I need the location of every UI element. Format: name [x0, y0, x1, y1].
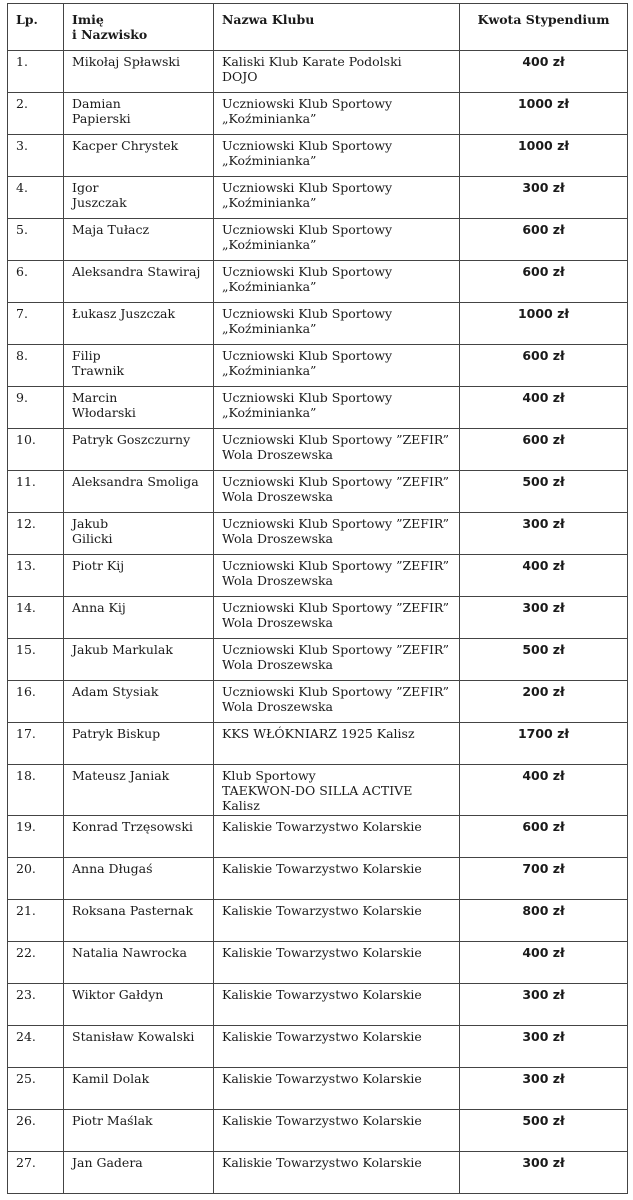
cell-name: Anna Kij	[64, 597, 214, 639]
cell-lp: 22.	[8, 942, 64, 984]
table-row	[8, 942, 628, 984]
header-amount: Kwota Stypendium	[460, 4, 628, 51]
table-row	[8, 429, 628, 471]
header-name: Imię i Nazwisko	[64, 4, 214, 51]
cell-lp: 11.	[8, 471, 64, 513]
cell-name: Igor Juszczak	[64, 177, 214, 219]
cell-club: Uczniowski Klub Sportowy „Koźminianka”	[214, 135, 460, 177]
cell-club: Kaliskie Towarzystwo Kolarskie	[214, 984, 460, 1026]
cell-club: Klub Sportowy TAEKWON-DO SILLA ACTIVE Kalisz	[214, 765, 460, 816]
table-row	[8, 261, 628, 303]
table-row	[8, 900, 628, 942]
table-row	[8, 723, 628, 765]
cell-amount: 300 zł	[460, 984, 628, 1026]
table-row	[8, 555, 628, 597]
cell-amount: 400 zł	[460, 387, 628, 429]
cell-lp: 12.	[8, 513, 64, 555]
cell-amount: 600 zł	[460, 345, 628, 387]
cell-lp: 19.	[8, 816, 64, 858]
cell-club: Uczniowski Klub Sportowy „Koźminianka”	[214, 345, 460, 387]
cell-amount: 600 zł	[460, 429, 628, 471]
cell-lp: 16.	[8, 681, 64, 723]
cell-lp: 25.	[8, 1068, 64, 1110]
cell-club: Kaliskie Towarzystwo Kolarskie	[214, 858, 460, 900]
cell-club: Uczniowski Klub Sportowy ”ZEFIR” Wola Droszewska	[214, 513, 460, 555]
table-row	[8, 471, 628, 513]
cell-amount: 200 zł	[460, 681, 628, 723]
cell-name: Damian Papierski	[64, 93, 214, 135]
table-row	[8, 639, 628, 681]
cell-lp: 24.	[8, 1026, 64, 1068]
cell-name: Aleksandra Smoliga	[64, 471, 214, 513]
header-lp: Lp.	[8, 4, 64, 51]
cell-lp: 13.	[8, 555, 64, 597]
cell-name: Kamil Dolak	[64, 1068, 214, 1110]
cell-lp: 3.	[8, 135, 64, 177]
cell-club: Uczniowski Klub Sportowy „Koźminianka”	[214, 261, 460, 303]
table-row	[8, 1110, 628, 1152]
cell-amount: 1000 zł	[460, 135, 628, 177]
cell-name: Piotr Kij	[64, 555, 214, 597]
cell-name: Konrad Trzęsowski	[64, 816, 214, 858]
table-row	[8, 681, 628, 723]
cell-lp: 17.	[8, 723, 64, 765]
cell-club: Uczniowski Klub Sportowy ”ZEFIR” Wola Droszewska	[214, 471, 460, 513]
table-header-row	[8, 4, 628, 51]
cell-club: Kaliskie Towarzystwo Kolarskie	[214, 1152, 460, 1194]
cell-amount: 600 zł	[460, 261, 628, 303]
scholarship-table	[7, 3, 628, 1194]
cell-lp: 20.	[8, 858, 64, 900]
cell-amount: 400 zł	[460, 51, 628, 93]
table-row	[8, 345, 628, 387]
cell-name: Adam Stysiak	[64, 681, 214, 723]
cell-club: KKS WŁÓKNIARZ 1925 Kalisz	[214, 723, 460, 765]
cell-name: Marcin Włodarski	[64, 387, 214, 429]
cell-lp: 4.	[8, 177, 64, 219]
header-club: Nazwa Klubu	[214, 4, 460, 51]
table-row	[8, 177, 628, 219]
cell-lp: 6.	[8, 261, 64, 303]
cell-name: Filip Trawnik	[64, 345, 214, 387]
table-row	[8, 1152, 628, 1194]
cell-amount: 300 zł	[460, 1068, 628, 1110]
cell-amount: 300 zł	[460, 597, 628, 639]
cell-club: Kaliskie Towarzystwo Kolarskie	[214, 1026, 460, 1068]
cell-name: Stanisław Kowalski	[64, 1026, 214, 1068]
cell-amount: 500 zł	[460, 1110, 628, 1152]
cell-amount: 300 zł	[460, 513, 628, 555]
cell-amount: 700 zł	[460, 858, 628, 900]
cell-amount: 400 zł	[460, 765, 628, 816]
cell-lp: 5.	[8, 219, 64, 261]
cell-name: Maja Tułacz	[64, 219, 214, 261]
scholarship-document	[7, 3, 627, 1194]
table-row	[8, 816, 628, 858]
table-row	[8, 765, 628, 816]
cell-club: Kaliskie Towarzystwo Kolarskie	[214, 816, 460, 858]
cell-name: Patryk Goszczurny	[64, 429, 214, 471]
cell-lp: 1.	[8, 51, 64, 93]
cell-club: Uczniowski Klub Sportowy ”ZEFIR” Wola Droszewska	[214, 681, 460, 723]
table-row	[8, 135, 628, 177]
cell-club: Kaliskie Towarzystwo Kolarskie	[214, 1110, 460, 1152]
cell-lp: 21.	[8, 900, 64, 942]
cell-name: Aleksandra Stawiraj	[64, 261, 214, 303]
table-row	[8, 387, 628, 429]
table-row	[8, 303, 628, 345]
cell-lp: 18.	[8, 765, 64, 816]
cell-amount: 400 zł	[460, 942, 628, 984]
cell-club: Uczniowski Klub Sportowy „Koźminianka”	[214, 93, 460, 135]
cell-lp: 15.	[8, 639, 64, 681]
cell-club: Kaliski Klub Karate Podolski DOJO	[214, 51, 460, 93]
cell-amount: 500 zł	[460, 471, 628, 513]
cell-club: Uczniowski Klub Sportowy „Koźminianka”	[214, 177, 460, 219]
cell-lp: 23.	[8, 984, 64, 1026]
cell-amount: 400 zł	[460, 555, 628, 597]
table-row	[8, 858, 628, 900]
cell-lp: 14.	[8, 597, 64, 639]
table-body	[8, 51, 628, 1194]
cell-name: Piotr Maślak	[64, 1110, 214, 1152]
cell-amount: 300 zł	[460, 177, 628, 219]
cell-club: Uczniowski Klub Sportowy „Koźminianka”	[214, 387, 460, 429]
cell-name: Jakub Markulak	[64, 639, 214, 681]
cell-name: Roksana Pasternak	[64, 900, 214, 942]
cell-name: Jan Gadera	[64, 1152, 214, 1194]
cell-lp: 10.	[8, 429, 64, 471]
cell-amount: 1700 zł	[460, 723, 628, 765]
cell-name: Jakub Gilicki	[64, 513, 214, 555]
cell-name: Kacper Chrystek	[64, 135, 214, 177]
table-row	[8, 1026, 628, 1068]
cell-lp: 9.	[8, 387, 64, 429]
cell-amount: 600 zł	[460, 219, 628, 261]
cell-name: Patryk Biskup	[64, 723, 214, 765]
cell-club: Uczniowski Klub Sportowy „Koźminianka”	[214, 303, 460, 345]
cell-amount: 1000 zł	[460, 93, 628, 135]
table-row	[8, 597, 628, 639]
cell-lp: 27.	[8, 1152, 64, 1194]
cell-lp: 2.	[8, 93, 64, 135]
cell-amount: 800 zł	[460, 900, 628, 942]
cell-club: Uczniowski Klub Sportowy ”ZEFIR” Wola Droszewska	[214, 429, 460, 471]
cell-club: Uczniowski Klub Sportowy ”ZEFIR” Wola Droszewska	[214, 597, 460, 639]
table-row	[8, 219, 628, 261]
table-row	[8, 984, 628, 1026]
cell-amount: 1000 zł	[460, 303, 628, 345]
cell-name: Mateusz Janiak	[64, 765, 214, 816]
cell-club: Uczniowski Klub Sportowy ”ZEFIR” Wola Droszewska	[214, 555, 460, 597]
cell-name: Wiktor Gałdyn	[64, 984, 214, 1026]
cell-name: Mikołaj Spławski	[64, 51, 214, 93]
cell-amount: 300 zł	[460, 1152, 628, 1194]
cell-club: Kaliskie Towarzystwo Kolarskie	[214, 1068, 460, 1110]
table-row	[8, 51, 628, 93]
cell-club: Uczniowski Klub Sportowy „Koźminianka”	[214, 219, 460, 261]
table-row	[8, 513, 628, 555]
cell-lp: 26.	[8, 1110, 64, 1152]
table-row	[8, 1068, 628, 1110]
cell-club: Uczniowski Klub Sportowy ”ZEFIR” Wola Droszewska	[214, 639, 460, 681]
table-row	[8, 93, 628, 135]
cell-name: Natalia Nawrocka	[64, 942, 214, 984]
cell-lp: 7.	[8, 303, 64, 345]
cell-amount: 300 zł	[460, 1026, 628, 1068]
cell-club: Kaliskie Towarzystwo Kolarskie	[214, 942, 460, 984]
cell-lp: 8.	[8, 345, 64, 387]
cell-amount: 500 zł	[460, 639, 628, 681]
cell-name: Łukasz Juszczak	[64, 303, 214, 345]
cell-amount: 600 zł	[460, 816, 628, 858]
cell-club: Kaliskie Towarzystwo Kolarskie	[214, 900, 460, 942]
cell-name: Anna Długaś	[64, 858, 214, 900]
